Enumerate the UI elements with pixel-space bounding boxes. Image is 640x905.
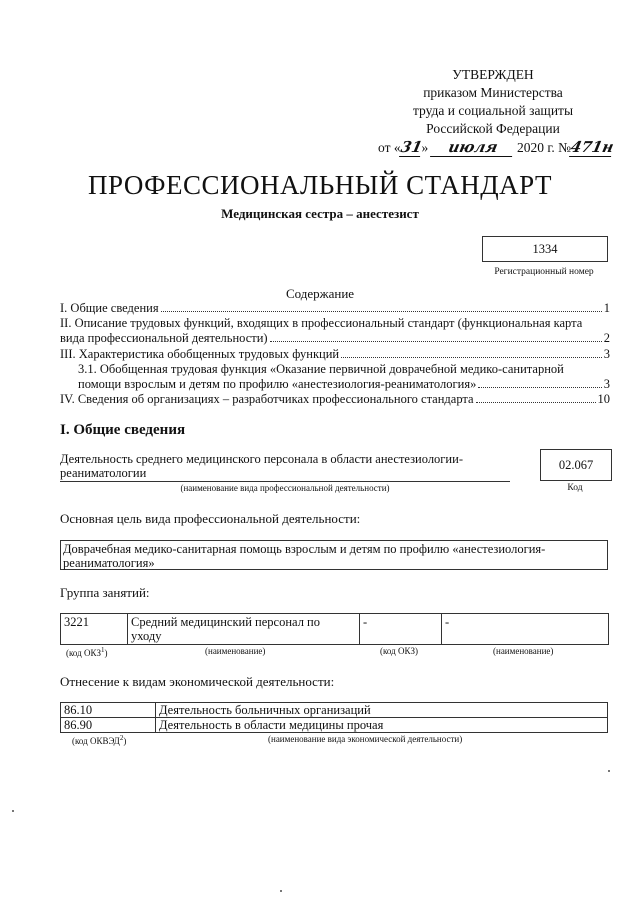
toc-item[interactable]: III. Характеристика обобщенных трудовых функций 3: [60, 346, 610, 361]
table-cell: 86.90: [61, 718, 156, 733]
scan-speck: [280, 890, 282, 892]
table-caption: (наименование вида экономической деятельности): [268, 734, 463, 744]
econ-label: Отнесение к видам экономической деятельности:: [60, 674, 335, 689]
group-label: Группа занятий:: [60, 585, 150, 600]
table-of-contents: [60, 301, 610, 407]
section-heading: I. Общие сведения: [60, 422, 186, 438]
table-cell: -: [360, 614, 442, 645]
table-row: [61, 718, 608, 733]
document-title: ПРОФЕССИОНАЛЬНЫЙ СТАНДАРТ: [87, 170, 553, 200]
table-cell: Деятельность больничных организаций: [156, 703, 608, 718]
activity-name: Деятельность среднего медицинского персонала в области анестезиологии- реаниматологии: [60, 452, 463, 480]
scan-speck: [608, 770, 610, 772]
table-cell: -: [442, 614, 609, 645]
econ-activity-table: [60, 702, 608, 733]
toc-item[interactable]: II. Описание трудовых функций, входящих в профессиональный стандарт (функциональная карта вида профессиональной деятельности) 2: [60, 316, 610, 346]
activity-code-box: 02.067: [540, 449, 612, 481]
activity-caption: (наименование вида профессиональной деятельности): [180, 483, 390, 493]
approval-date-line: от «31» июля 2020 г. №471н: [378, 138, 616, 156]
table-caption: (наименование): [493, 646, 554, 656]
approval-line: Российской Федерации: [426, 121, 560, 136]
activity-underline: [60, 481, 510, 482]
registration-number-label: Регистрационный номер: [494, 267, 594, 277]
handwritten-number: 471н: [569, 138, 616, 156]
activity-code-caption: Код: [567, 483, 583, 493]
table-caption: (код ОКВЭД$^2$): [72, 734, 127, 746]
approval-title: УТВЕРЖДЕН: [452, 67, 534, 82]
table-row: [61, 703, 608, 718]
goal-box: Доврачебная медико-санитарная помощь взрослым и детям по профилю «анестезиология- реаниматология»: [60, 540, 608, 570]
registration-number-box: 1334: [482, 236, 608, 262]
toc-title: Содержание: [285, 286, 355, 301]
table-cell: 86.10: [61, 703, 156, 718]
goal-label: Основная цель вида профессиональной деятельности:: [60, 511, 361, 526]
handwritten-month: июля: [430, 138, 516, 157]
table-cell: 3221: [61, 614, 128, 645]
toc-item[interactable]: IV. Сведения об организациях – разработчиках профессионального стандарта 10: [60, 392, 610, 407]
table-row: [61, 614, 609, 645]
table-caption: (код ОКЗ): [380, 646, 418, 656]
scan-speck: [12, 810, 14, 812]
approval-line: приказом Министерства: [423, 85, 563, 100]
table-caption: (наименование): [205, 646, 266, 656]
toc-item[interactable]: I. Общие сведения 1: [60, 301, 610, 315]
approval-line: труда и социальной защиты: [412, 103, 574, 118]
document-subtitle: Медицинская сестра – анестезист: [221, 206, 419, 221]
table-cell: Средний медицинский персонал по уходу: [128, 614, 360, 645]
approval-block: [378, 66, 616, 157]
occupation-group-table: [60, 613, 609, 645]
table-cell: Деятельность в области медицины прочая: [156, 718, 608, 733]
handwritten-day: 31: [398, 138, 424, 156]
toc-item[interactable]: 3.1. Обобщенная трудовая функция «Оказание первичной доврачебной медико-санитарной помощи взрослым и детям по профилю «анестезиология-реаниматология» 3: [78, 361, 610, 392]
table-caption: (код ОКЗ$^1$): [66, 646, 108, 658]
